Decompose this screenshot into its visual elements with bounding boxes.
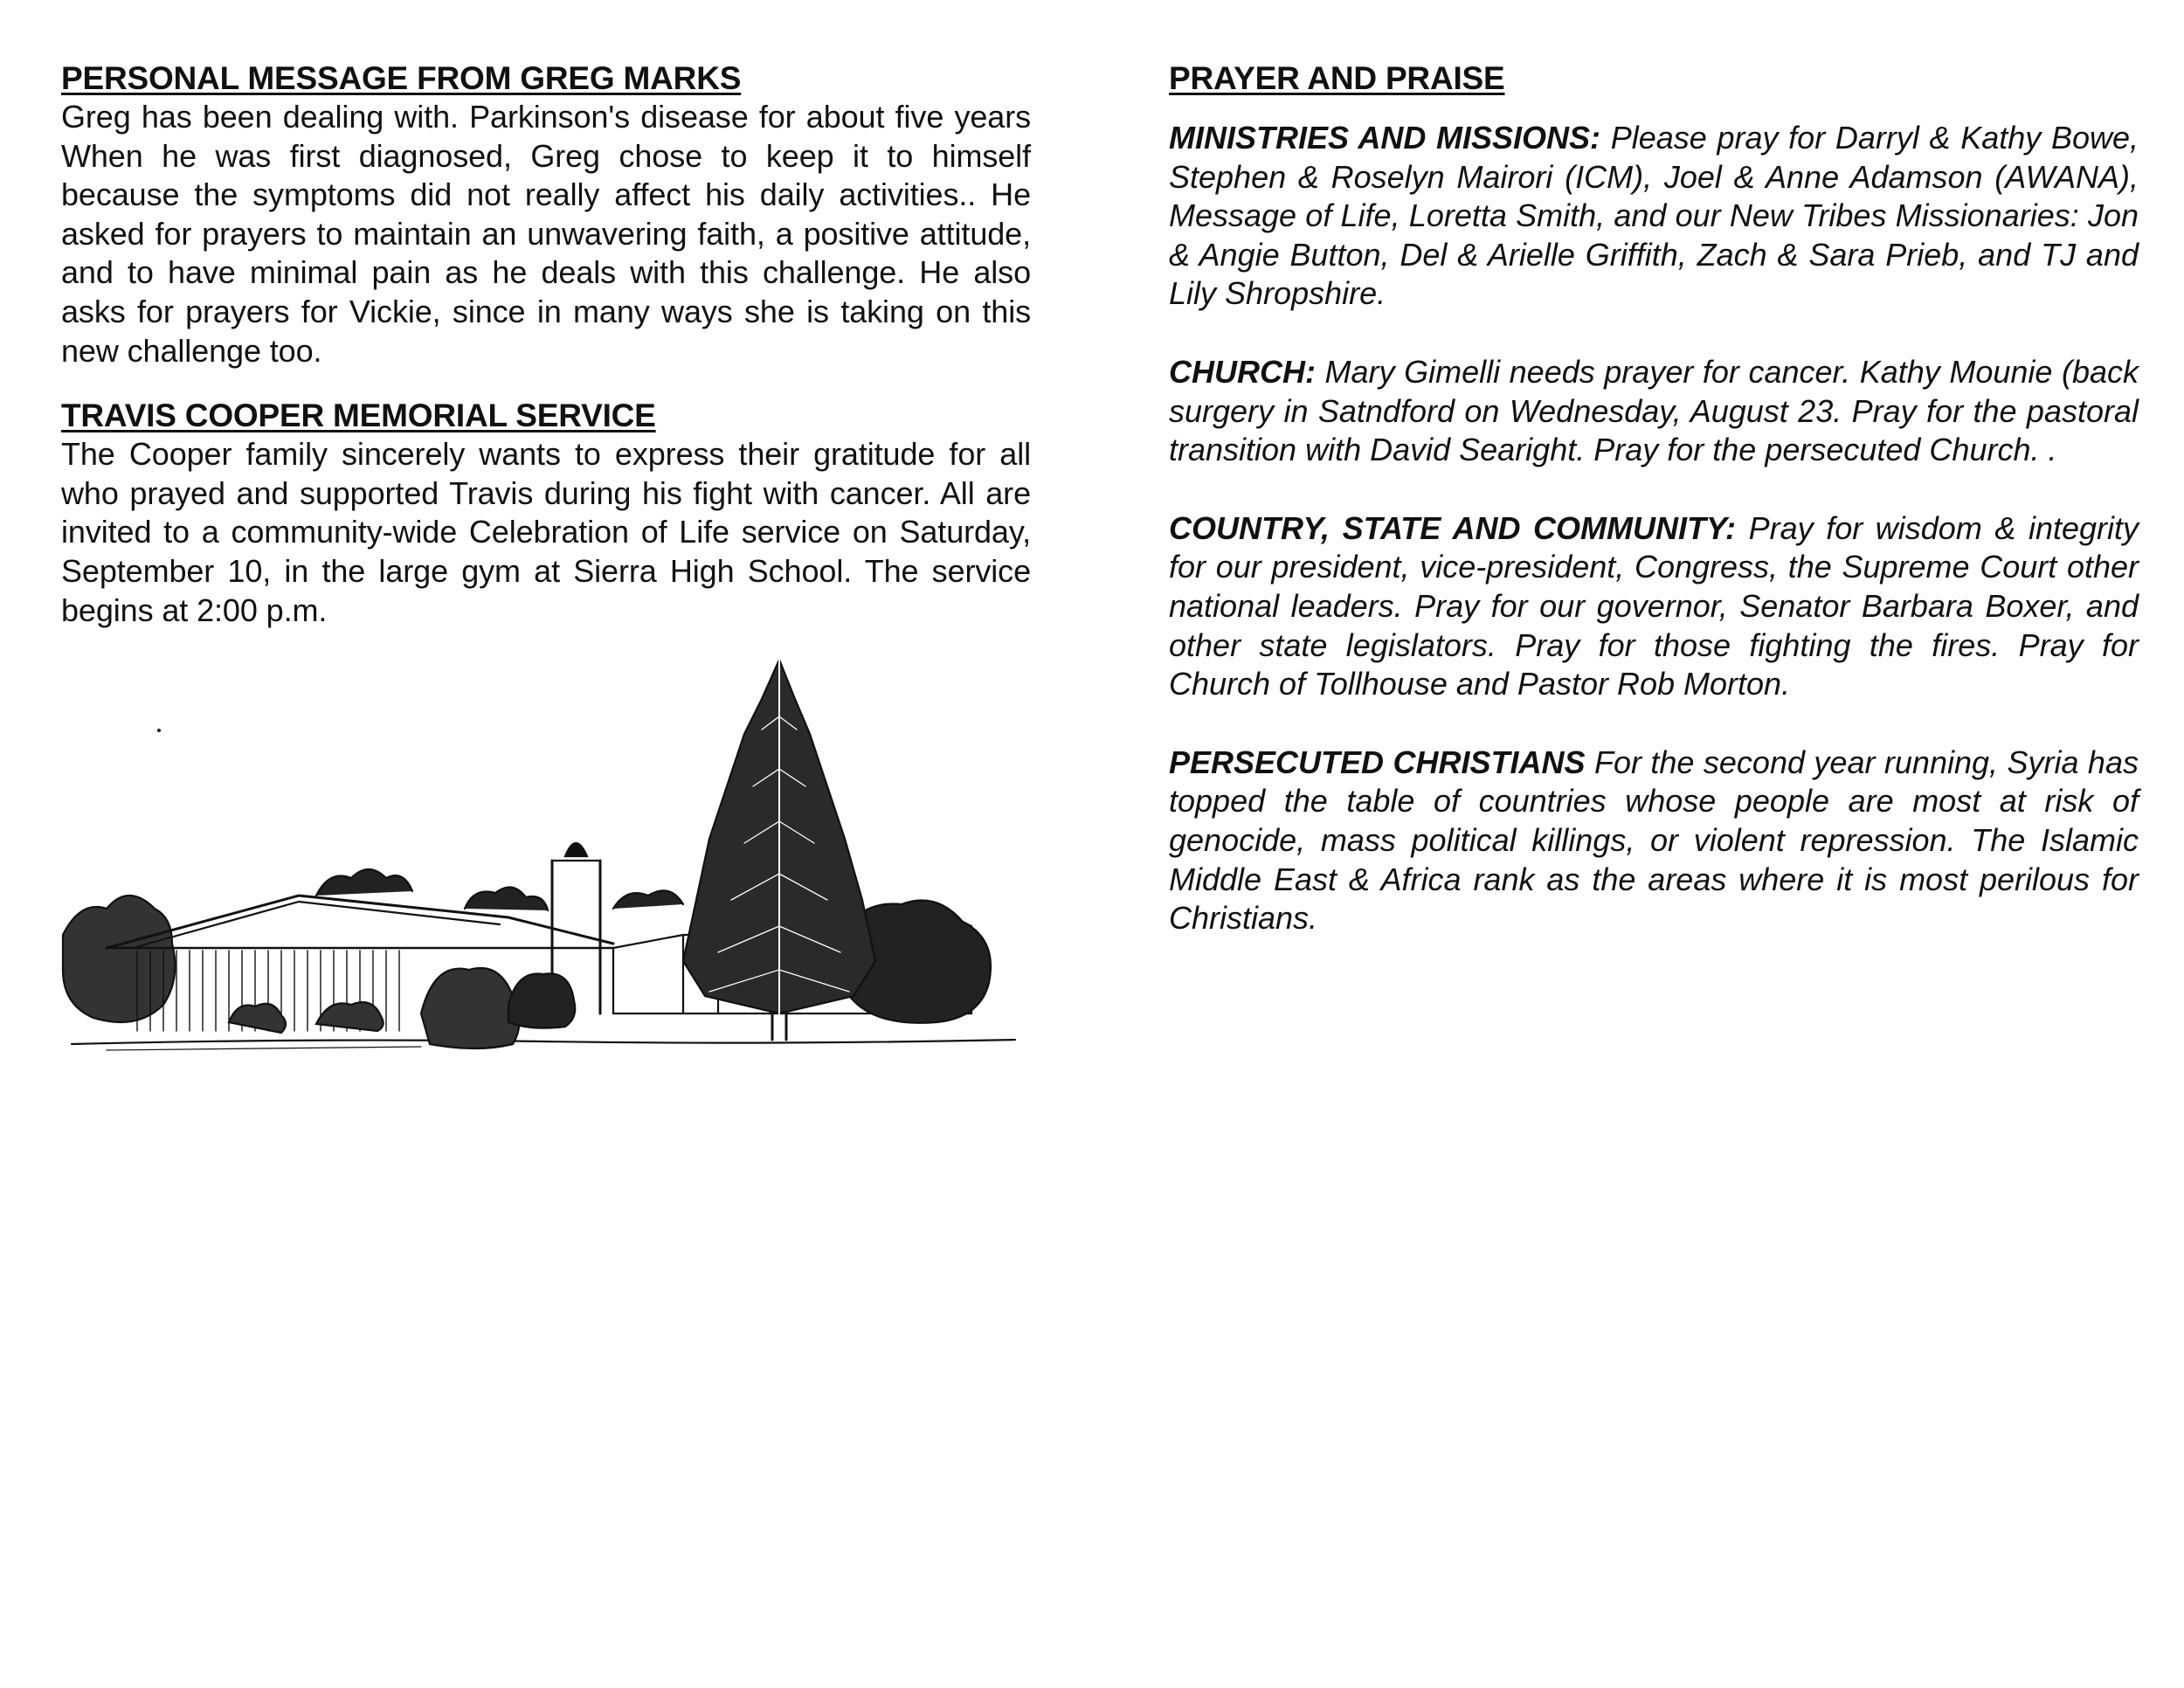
prayer-item-label: COUNTRY, STATE AND COMMUNITY: — [1169, 509, 1737, 546]
prayer-and-praise-heading: PRAYER AND PRAISE — [1169, 60, 1505, 96]
greg-marks-message: Greg has been dealing with. Parkinson's disease for about five years When he was first diagnosed, Greg chose to keep it to himself because the symptoms did not really affect his daily activities.. He asked for prayers to maintain an unwavering faith, a positive attitude, and to have minimal pain as he deals with this challenge. He also asks for prayers for Vickie, since in many ways she is taking on this new challenge too. — [61, 99, 1031, 369]
right-column — [1169, 59, 2139, 938]
prayer-item-persecuted — [1169, 744, 2139, 938]
prayer-item-text: Please pray for Darryl & Kathy Bowe, Stephen & Roselyn Mairori (ICM), Joel & Anne Adamson (AWANA), Message of Life, Loretta Smith, and our New Tribes Missionaries: Jon & Angie Button, Del & Arielle Griffith, Zach & Sara Prieb, and TJ and Lily Shropshire. — [1169, 120, 2139, 312]
prayer-item-text: Pray for wisdom & integrity for our president, vice-president, Congress, the Supreme Court other national leaders. Pray for our governor, Senator Barbara Boxer, and other state legislators. Pray for those fighting the fires. Pray for Church of Tollhouse and Pastor Rob Morton. — [1169, 509, 2139, 702]
greg-marks-heading: PERSONAL MESSAGE FROM GREG MARKS — [61, 60, 742, 96]
prayer-item-text: Mary Gimelli needs prayer for cancer. Kathy Mounie (back surgery in Satndford on Wednesday, August 23. Pray for the pastoral transition with David Searight. Pray for the persecuted Church. . — [1169, 353, 2139, 468]
church-illustration-icon — [54, 647, 1024, 1066]
prayer-item-church — [1169, 353, 2139, 470]
prayer-item-text: For the second year running, Syria has topped the table of countries whose people are most at risk of genocide, mass political killings, or violent repression. The Islamic Middle East & Africa rank as the areas where it is most perilous for Christians. — [1169, 744, 2139, 937]
prayer-item-ministries — [1169, 119, 2139, 314]
left-column — [61, 59, 1031, 630]
prayer-item-label: CHURCH: — [1169, 353, 1316, 390]
prayer-item-country — [1169, 509, 2139, 704]
prayer-item-label: MINISTRIES AND MISSIONS: — [1169, 120, 1601, 156]
travis-cooper-heading: TRAVIS COOPER MEMORIAL SERVICE — [61, 398, 656, 434]
travis-cooper-message: The Cooper family sincerely wants to express their gratitude for all who prayed and supported Travis during his fight with cancer. All are invited to a community-wide Celebration of Life service on Saturday, September 10, in the large gym at Sierra High School. The service begins at 2:00 p.m. — [61, 436, 1031, 628]
prayer-item-label: PERSECUTED CHRISTIANS — [1169, 744, 1586, 780]
